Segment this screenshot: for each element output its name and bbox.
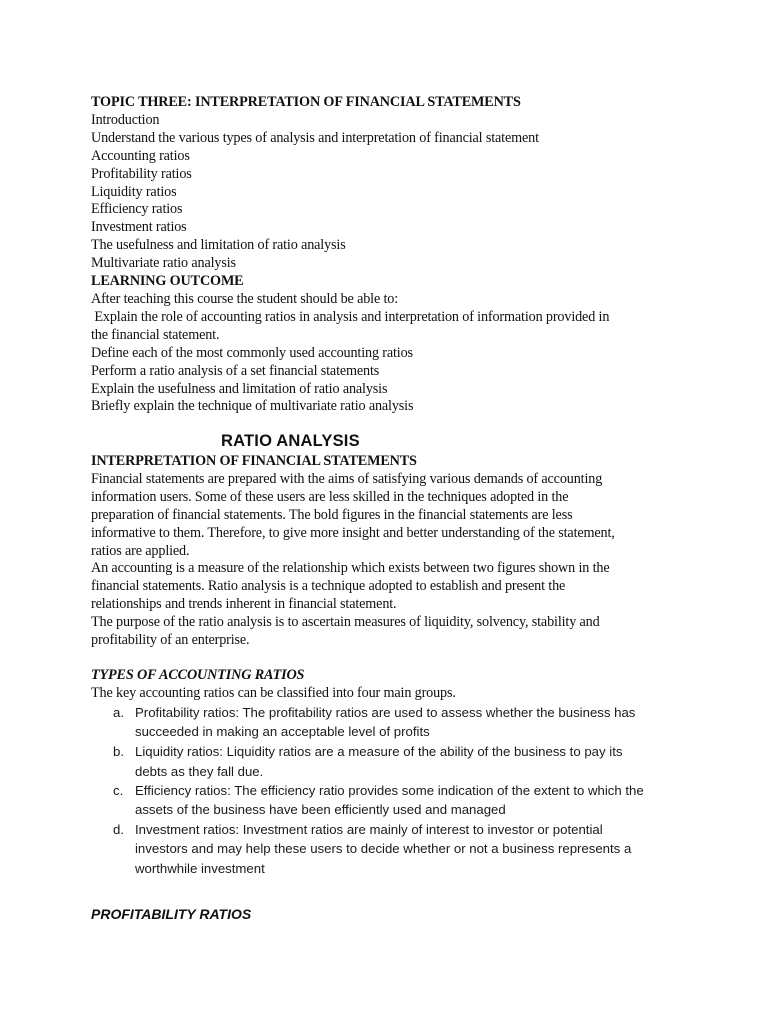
list-item-line: debts as they fall due. — [135, 763, 264, 779]
profitability-ratios-heading: PROFITABILITY RATIOS — [91, 906, 252, 922]
topic-item-efficiency-ratios: Efficiency ratios — [91, 201, 183, 218]
paragraph-line: The purpose of the ratio analysis is to ascertain measures of liquidity, solvency, stability and — [91, 614, 600, 631]
interpretation-paragraph-1 — [91, 471, 661, 561]
types-intro: The key accounting ratios can be classified into four main groups. — [91, 685, 456, 701]
types-heading: TYPES OF ACCOUNTING RATIOS — [91, 667, 305, 683]
paragraph-line: informative to them. Therefore, to give more insight and better understanding of the statement, — [91, 524, 615, 541]
topic-item-types-of-analysis: Understand the various types of analysis and interpretation of financial statement — [91, 129, 539, 146]
paragraph-line: relationships and trends inherent in financial statement. — [91, 596, 397, 613]
paragraph-line: profitability of an enterprise. — [91, 632, 250, 649]
paragraph-line: information users. Some of these users are less skilled in the techniques adopted in the — [91, 488, 569, 505]
list-item-line: Profitability ratios: The profitability ratios are used to assess whether the business has — [135, 705, 636, 720]
list-item-liquidity — [91, 742, 681, 780]
list-item-line: worthwhile investment — [135, 860, 265, 876]
list-marker: b. — [113, 744, 124, 760]
learning-outcome-item-1-line-1: Explain the role of accounting ratios in analysis and interpretation of information provided in — [91, 308, 610, 325]
list-marker: c. — [113, 782, 124, 798]
learning-outcome-item-2: Define each of the most commonly used accounting ratios — [91, 344, 413, 361]
paragraph-line: An accounting is a measure of the relationship which exists between two figures shown in the — [91, 560, 610, 577]
list-item-line: Investment ratios: Investment ratios are mainly of interest to investor or potential — [135, 822, 603, 838]
list-item-profitability — [91, 703, 681, 741]
topic-item-usefulness-limitation: The usefulness and limitation of ratio analysis — [91, 237, 346, 254]
topic-title: TOPIC THREE: INTERPRETATION OF FINANCIAL STATEMENTS — [91, 94, 521, 110]
list-marker: d. — [113, 822, 124, 838]
list-item-line: Liquidity ratios: Liquidity ratios are a measure of the ability of the business to pay its — [135, 744, 623, 760]
learning-outcome-item-3: Perform a ratio analysis of a set financial statements — [91, 362, 380, 379]
learning-outcome-item-5: Briefly explain the technique of multivariate ratio analysis — [91, 398, 414, 415]
paragraph-line: Financial statements are prepared with the aims of satisfying various demands of accounting — [91, 470, 603, 487]
ratio-analysis-heading: RATIO ANALYSIS — [221, 432, 360, 450]
topic-item-multivariate: Multivariate ratio analysis — [91, 255, 236, 272]
list-marker: a. — [113, 705, 124, 720]
interpretation-subheading: INTERPRETATION OF FINANCIAL STATEMENTS — [91, 453, 417, 469]
topic-item-accounting-ratios: Accounting ratios — [91, 147, 190, 164]
learning-outcome-item-4: Explain the usefulness and limitation of ratio analysis — [91, 380, 388, 397]
topic-section — [91, 94, 681, 416]
topic-item-profitability-ratios: Profitability ratios — [91, 165, 192, 182]
learning-outcome-heading: LEARNING OUTCOME — [91, 273, 244, 290]
interpretation-section — [91, 453, 661, 650]
paragraph-line: financial statements. Ratio analysis is a technique adopted to establish and present the — [91, 578, 566, 595]
topic-item-introduction: Introduction — [91, 111, 160, 128]
paragraph-line: preparation of financial statements. The bold figures in the financial statements are less — [91, 506, 573, 523]
list-item-line: Efficiency ratios: The efficiency ratio provides some indication of the extent to which the — [135, 782, 644, 798]
learning-outcome-item-1-line-2: the financial statement. — [91, 326, 220, 343]
list-item-investment — [91, 820, 681, 878]
topic-item-liquidity-ratios: Liquidity ratios — [91, 183, 177, 200]
topic-item-investment-ratios: Investment ratios — [91, 219, 187, 236]
interpretation-paragraph-2 — [91, 560, 661, 614]
interpretation-paragraph-3 — [91, 614, 661, 650]
list-item-line: investors and may help these users to decide whether or not a business represents a — [135, 841, 632, 857]
learning-outcome-intro: After teaching this course the student should be able to: — [91, 290, 399, 307]
list-item-line: succeeded in making an acceptable level of profits — [135, 724, 430, 740]
list-item-line: assets of the business have been efficiently used and managed — [135, 802, 506, 818]
types-list — [91, 703, 681, 878]
list-item-efficiency — [91, 781, 681, 819]
paragraph-line: ratios are applied. — [91, 542, 190, 559]
